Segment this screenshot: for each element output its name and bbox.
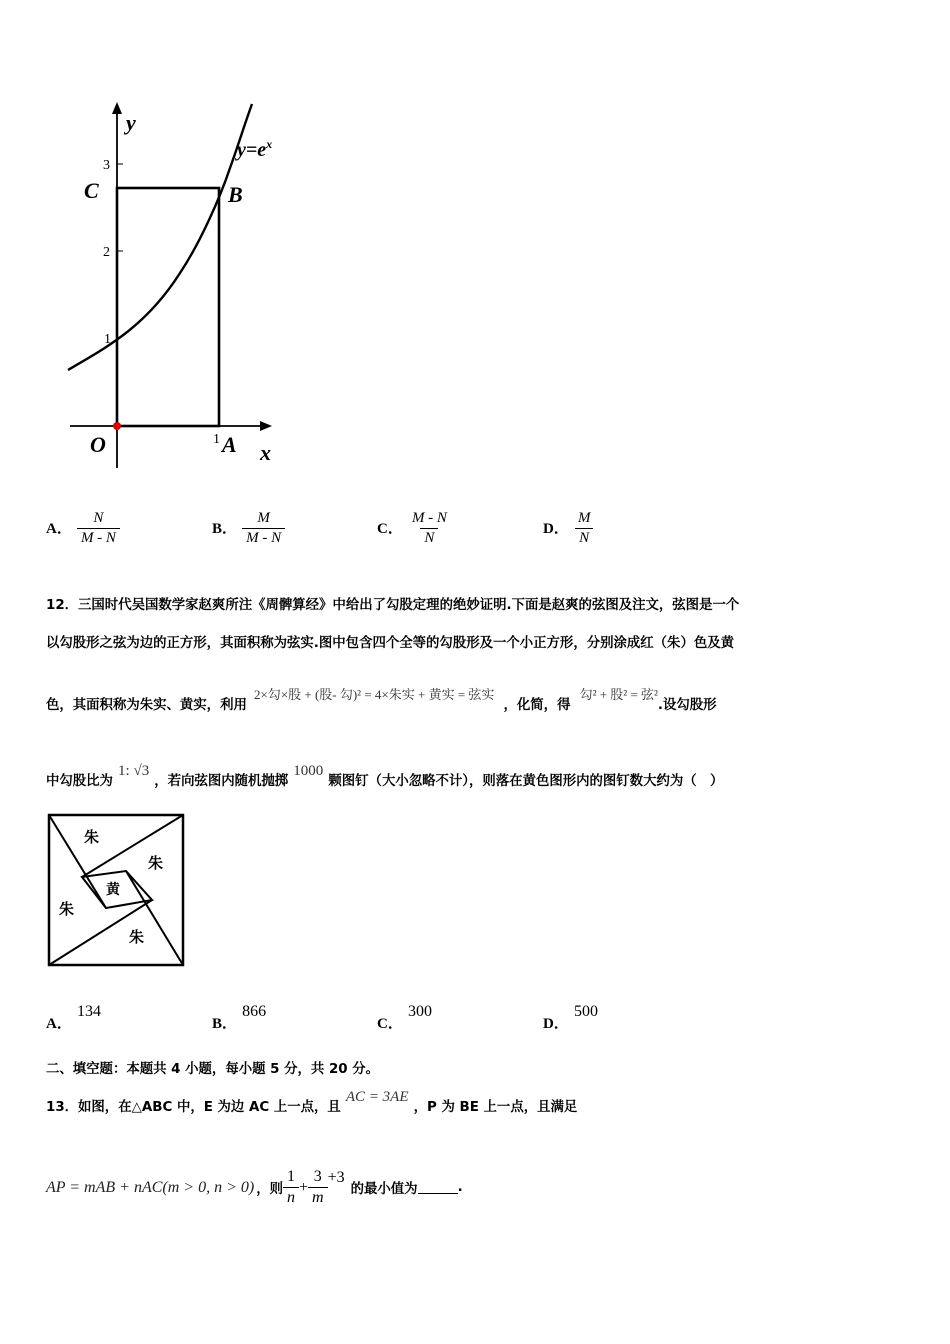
q13-cond2: AP = mAB + nAC(m > 0, n > 0) <box>46 1178 255 1196</box>
q12-option-b[interactable] <box>212 1000 267 1032</box>
q11-option-c-den: N <box>420 528 438 547</box>
tick-y1-label: 1 <box>104 332 111 347</box>
q12-option-a[interactable] <box>46 1000 101 1032</box>
q11-option-d[interactable] <box>543 510 594 547</box>
triangle-line-right <box>82 815 183 877</box>
q11-option-d-fraction <box>574 510 595 547</box>
q13-line2-a: ，则 <box>256 1182 283 1197</box>
q12-line4-a: 中勾股比为 <box>46 774 113 789</box>
q13-cond1: AC = 3AE <box>345 1089 409 1105</box>
q13-f1-den: n <box>283 1187 299 1207</box>
q13-plus2: +3 <box>327 1168 345 1186</box>
tick-y3-label: 3 <box>103 158 110 173</box>
q12-option-c[interactable] <box>377 1000 432 1032</box>
q11-option-a-num: N <box>93 510 104 526</box>
q11-option-d-num: M <box>577 510 591 526</box>
q11-option-c[interactable] <box>377 510 451 547</box>
q12-option-c-label: C． <box>377 1016 403 1032</box>
q11-option-a-fraction <box>77 510 120 547</box>
q12-option-a-value: 134 <box>76 1003 101 1020</box>
q13-line2-b: 的最小值为 <box>350 1182 418 1197</box>
q12-option-a-label: A． <box>46 1016 72 1032</box>
q11-option-a-label: A． <box>46 521 72 537</box>
origin-point <box>113 422 121 430</box>
q11-option-c-fraction <box>408 510 451 547</box>
q12-option-d-value: 500 <box>573 1003 598 1020</box>
point-c-label: C <box>84 178 99 203</box>
section2-title: 二、填空题：本题共 4 小题，每小题 5 分，共 20 分。 <box>46 1062 380 1077</box>
curve-label-exp: x <box>266 137 273 151</box>
x-axis-arrow <box>260 421 272 431</box>
string-diagram-figure <box>46 812 186 968</box>
triangle-line-bottom <box>126 871 183 965</box>
q13-plus1: + <box>298 1178 309 1196</box>
q12-line4-c: 颗图钉（大小忽略不计），则落在黄色图形内的图钉数大约为（ ） <box>328 774 724 789</box>
q11-option-d-label: D． <box>543 521 569 537</box>
q13-line1-b: ，P 为 BE 上一点，且满足 <box>413 1100 578 1115</box>
q12-option-d[interactable] <box>543 1000 598 1032</box>
q12-option-d-label: D． <box>543 1016 569 1032</box>
q12-line2: 以勾股形之弦为边的正方形，其面积称为弦实.图中包含四个全等的勾股形及一个小正方形，分别涂成红（朱）色及黄 <box>46 636 735 651</box>
q12-count: 1000 <box>293 763 324 779</box>
q13-line1-a: 13．如图，在△ABC 中，E 为边 AC 上一点，且 <box>46 1100 341 1115</box>
q11-option-c-label: C． <box>377 521 403 537</box>
label-zhu-top: 朱 <box>84 828 100 846</box>
q11-option-b-den: M - N <box>242 528 285 547</box>
q12-line3-a: 色，其面积称为朱实、黄实，利用 <box>46 698 247 713</box>
q11-option-d-den: N <box>575 528 593 547</box>
y-axis-arrow <box>112 102 122 114</box>
point-a-label: A <box>222 432 237 457</box>
q12-line3-c: .设勾股形 <box>657 698 717 713</box>
q12-line3 <box>46 684 717 713</box>
q11-option-a[interactable] <box>46 510 120 547</box>
exp-curve <box>68 104 252 370</box>
q13-fraction-1 <box>283 1168 299 1207</box>
q12-line4-b: ，若向弦图内随机抛掷 <box>154 774 289 789</box>
tick-y2-label: 2 <box>103 245 110 260</box>
x-axis-label: x <box>260 440 271 465</box>
q11-option-a-den: M - N <box>77 528 120 547</box>
curve-label <box>235 137 272 161</box>
q11-option-c-num: M - N <box>411 510 447 526</box>
label-zhu-right: 朱 <box>148 854 164 872</box>
q12-line1: 12．三国时代吴国数学家赵爽所注《周髀算经》中给出了勾股定理的绝妙证明.下面是赵爽的弦图及注文，弦图是一个 <box>46 598 740 613</box>
q11-option-b-num: M <box>257 510 270 526</box>
q12-option-b-value: 866 <box>242 1003 267 1020</box>
tick-x1-label: 1 <box>213 432 220 447</box>
q13-answer-blank[interactable] <box>418 1181 458 1194</box>
label-zhu-left: 朱 <box>59 900 75 918</box>
label-huang: 黄 <box>106 882 120 898</box>
q11-option-b[interactable] <box>212 510 285 547</box>
q13-f2-den: m <box>308 1187 328 1207</box>
q12-line3-b: ，化简，得 <box>503 698 571 713</box>
q12-option-b-label: B． <box>212 1016 238 1032</box>
q13-line2 <box>46 1168 463 1207</box>
q12-formula1: 2×勾×股 + (股- 勾)² = 4×朱实 + 黄实 = 弦实 <box>253 687 495 702</box>
y-axis-label: y <box>126 110 136 135</box>
exp-graph-figure <box>60 98 290 478</box>
origin-label: O <box>90 432 106 457</box>
q12-line4 <box>46 760 724 789</box>
q12-ratio: 1: √3 <box>118 763 150 779</box>
q12-formula2: 勾² + 股² = 弦² <box>579 687 658 702</box>
point-b-label: B <box>228 182 243 207</box>
q13-line2-end: . <box>457 1180 463 1195</box>
rectangle-oabc <box>117 188 219 426</box>
curve-label-base: y=e <box>237 139 267 161</box>
q12-option-c-value: 300 <box>407 1003 432 1020</box>
q13-fraction-2 <box>308 1168 328 1207</box>
q11-option-b-fraction <box>242 510 285 547</box>
q11-option-b-label: B． <box>212 521 238 537</box>
q13-f2-num: 3 <box>313 1168 322 1185</box>
label-zhu-bottom: 朱 <box>129 928 145 946</box>
q13-f1-num: 1 <box>286 1168 295 1185</box>
